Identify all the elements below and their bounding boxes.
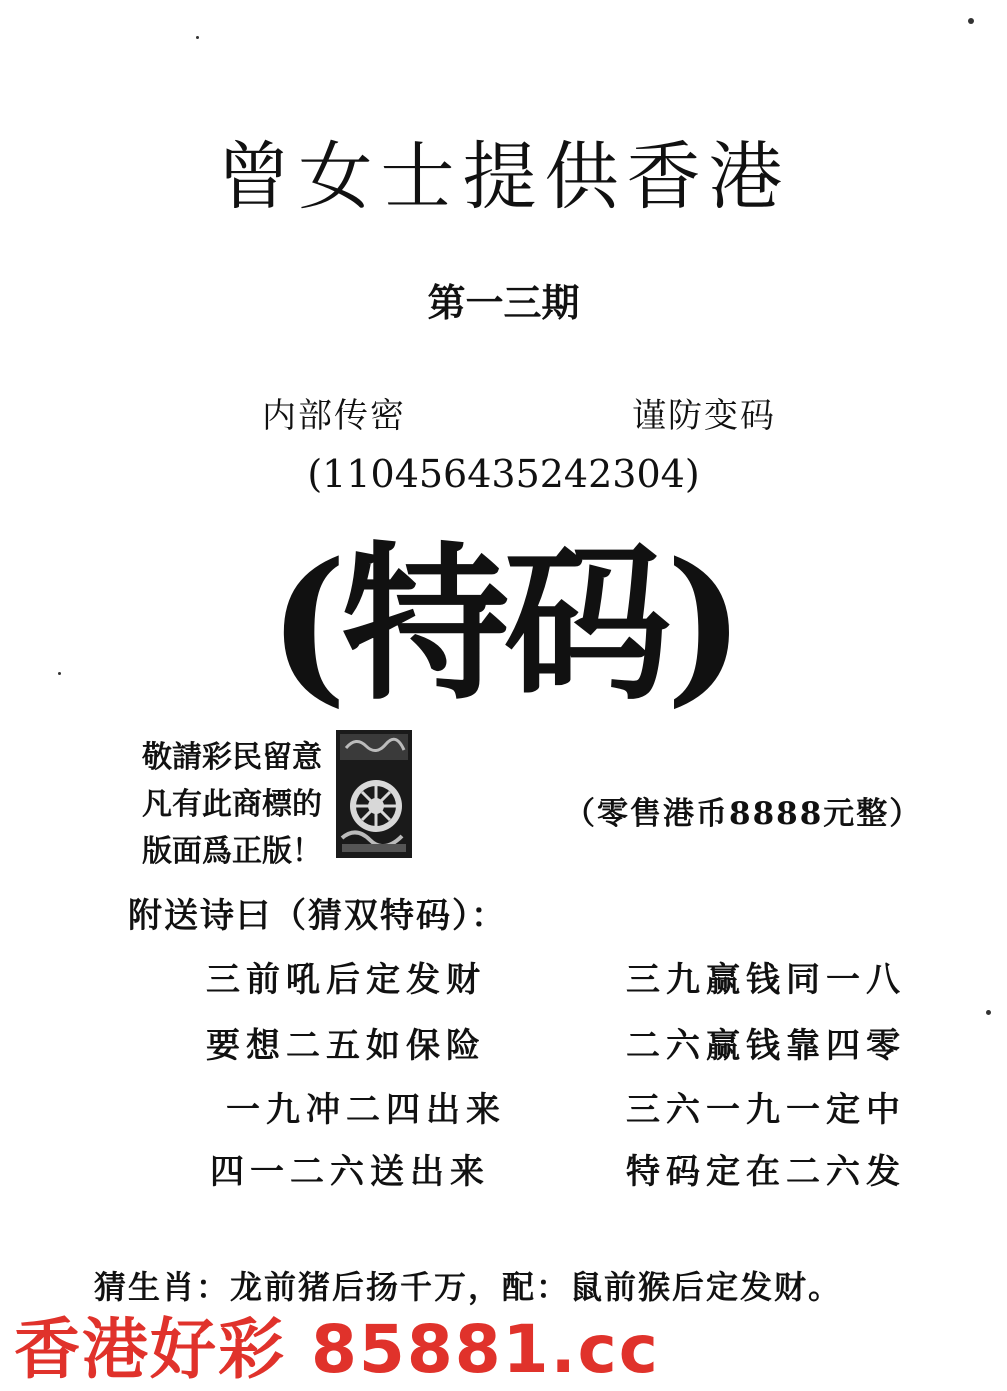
poem-left-line: 三前吼后定发财 (206, 960, 486, 1000)
notice-line: 敬請彩民留意 (142, 740, 322, 775)
page-title: 曾女士提供香港 (216, 134, 791, 220)
poem-right-line: 三九赢钱同一八 (626, 960, 906, 1000)
poem-left-line: 一九冲二四出来 (226, 1090, 506, 1130)
scan-speck (58, 672, 61, 675)
issue-number: 第一三期 (427, 281, 580, 325)
special-code-heading: (特码) (268, 525, 739, 723)
notice-line: 凡有此商標的 (142, 787, 322, 822)
scan-speck (986, 1010, 991, 1015)
site-watermark: 香港好彩 85881.cc (14, 1311, 660, 1388)
slogan-right: 谨防变码 (632, 396, 776, 436)
zodiac-hint: 猜生肖：龙前猪后扬千万，配：鼠前猴后定发财。 (94, 1268, 843, 1306)
poem-right-line: 特码定在二六发 (626, 1152, 906, 1192)
poem-left-line: 四一二六送出来 (210, 1152, 490, 1192)
code-number: (110456435242304) (307, 452, 700, 496)
notice-line: 版面爲正版！ (142, 834, 322, 869)
poem-right-line: 二六赢钱靠四零 (626, 1026, 906, 1066)
authenticity-notice (142, 734, 322, 875)
scan-speck (196, 36, 199, 39)
trademark-logo-icon (336, 730, 412, 858)
poem-title: 附送诗曰（猜双特码）： (128, 896, 507, 936)
retail-price: （零售港币8888元整） (564, 796, 923, 832)
slogan-left: 内部传密 (262, 396, 406, 436)
poem-right-line: 三六一九一定中 (626, 1090, 906, 1130)
scan-speck (968, 18, 974, 24)
poem-left-line: 要想二五如保险 (206, 1026, 486, 1066)
